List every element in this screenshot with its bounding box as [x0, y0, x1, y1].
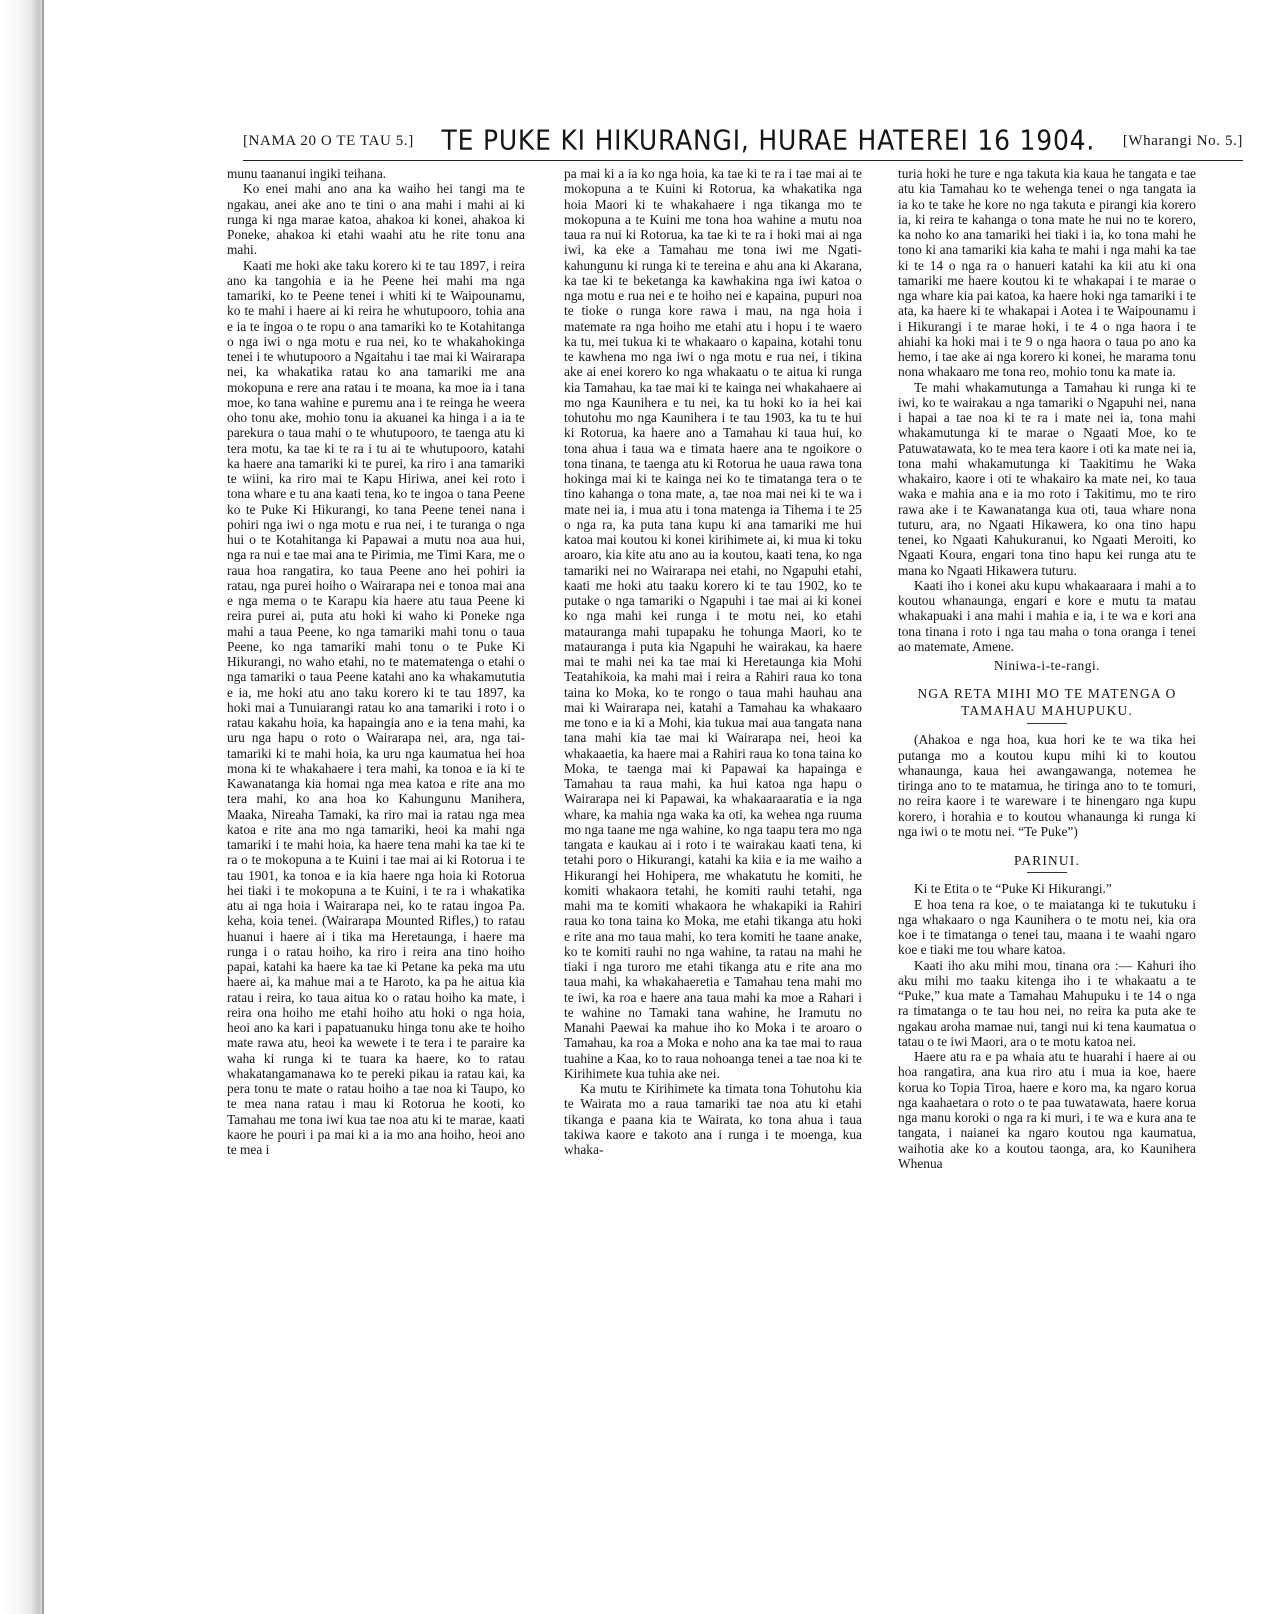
paragraph: E hoa tena ra koe, o te maiatanga ki te tukutuku i nga whakaaro o nga Kaunihera o te motu nei, kia ora koe i te timatanga o tenei tau, maana i te waahi ngaro koe e tiaki me tou whare katoa.: [898, 896, 1196, 958]
page-number: [Wharangi No. 5.]: [1122, 133, 1243, 149]
signature: Niniwa-i-te-rangi.: [993, 658, 1101, 673]
paragraph: Kaati iho i konei aku kupu whakaaraara i mahi a to koutou whanaunga, engari e kore e mutu ta matau whakapuaki i ana mahi i mahia e ia, i te wa e kori ana tona tinana i roto i nga tau maha o tona oranga i tenei ao matemate, Amene.: [898, 577, 1196, 654]
header-rule: [243, 160, 1243, 161]
paragraph: Kaati iho aku mihi mou, tinana ora :— Kahuri iho aku mihi mo taaku kitenga iho i te whakaatu a te “Puke,” kua mate a Tamahau Mahupuku i te 14 o nga ra timatanga o te tau hou nei, no reira ka puta ake te ngakau aroha mamae nui, tangi nui ki tena kaumatua o tatau o te iwi Maori, ara o te motu katoa nei.: [898, 957, 1196, 1049]
section-heading: PARINUI.: [1013, 853, 1081, 868]
paragraph: Haere atu ra e pa whaia atu te huarahi i haere ai ou hoa rangatira, ana kua riro atu i mua ia koe, haere korua ko Topia Tiroa, haere e koro ma, ka ngaro korua nga kaahaetara o roto o te paa tuwatawata, haere korua nga manu koroki o nga ra ki muri, i te wa e kura ana te tangata, i naianei ka ngaro koutou nga kaumatua, waihotia ake ko a koutou taonga, ara, ko Kaunihera Whenua: [898, 1049, 1196, 1171]
paragraph: Te mahi whakamutunga a Tamahau ki runga ki te iwi, ko te wairakau a nga tamariki o Ngapuhi nei, nana i hapai a tae noa ki te ra i mate nei ia, tona mahi whakamutunga ki te marae o Ngaati Moe, ko te Patuwatawata, ko te mea tera kaore i oti ka mate nei ia, tona mahi whakamutunga ki Taakitimu he Waka whakairo, kaore i oti te whakairo ka mate nei, ko taua waka e mahia ana e ia mo roto i Takitimu, mo te riro rawa ake i te Kawanatanga kua oti, taua whare nona tuturu, ara, no Ngaati Hikawera, ko ona tino hapu tenei, ko Ngaati Kahukuranui, ko Ngaati Meroiti, ko Ngaati Koura, engari tona tino hapu kei runga atu te mana ko Ngaati Hikawera tuturu.: [898, 379, 1196, 578]
page-binding-shadow: [0, 0, 44, 1614]
heading-rule: [1027, 872, 1067, 873]
page-binding-edge: [42, 0, 44, 1614]
text-column-1: [227, 166, 525, 1157]
newspaper-masthead: TE PUKE KI HIKURANGI, HURAE HATEREI 16 1904.: [441, 123, 1096, 156]
issue-number: [NAMA 20 O TE TAU 5.]: [243, 133, 414, 149]
paragraph: Ko enei mahi ano ana ka waiho hei tangi ma te ngakau, anei ake ano te tini o ana mahi i mahi ai ki runga ki nga marae katoa, ahakoa ki konei, ahakoa ki Poneke, ahakoa ki etahi waahi atu he rite tonu ana mahi.: [227, 181, 525, 258]
text-column-2: [564, 166, 862, 1157]
text-column-3: [898, 166, 1196, 1171]
heading-rule: [1027, 723, 1067, 724]
paragraph: Ka mutu te Kirihimete ka timata tona Tohutohu kia te Wairata mo a raua tamariki tae noa atu ki etahi tikanga e paana kia te Wairata, ko tona ahua i taua takiwa kaore e takoto ana i runga i te moenga, kua whaka-: [564, 1081, 862, 1157]
letter-salutation: Ki te Etita o te “Puke Ki Hikurangi.”: [914, 881, 1112, 897]
page-header: [243, 116, 1243, 156]
paragraph: munu taananui ingiki teihana.: [227, 166, 387, 181]
paragraph: Kaati me hoki ake taku korero ki te tau 1897, i reira ano ka tangohia e ia he Peene hei mahi ma nga tamariki, ko te Peene tenei i whiti ki te Waipounamu, ko te mahi i haere ai ki reira he whutupooro, tohia ana e ia te ingoa o te ropu o ana tamariki ko te Kotahitanga o nga iwi o nga motu e rua nei, ko te whakahokinga tenei i te whutupooro a Ngaitahu i tae mai ki Wairarapa nei, ka whakatika ratau ko ana tamariki me ana mokopuna e rere ana ratau i te moana, ka moe ia i tana moe, ko tana wahine e puremu ana i te reinga he weera oho tonu ake, mohio tonu ia akuanei ka hinga i a ia te parekura o taua mahi o te whutupooro, te taenga atu ki tera motu, ka tae ki te ra i tu ai te whutupooro, katahi ka haere ana tamariki ki te purei, ka riro i ana tamariki te wiini, ka riro mai te Kapu Hiriwa, anei kei roto i tona whare e tu ana kaati tena, ko te ingoa o tana Peene ko te Puke Ki Hikurangi, ko tana Peene tenei nana i pohiri nga iwi o nga motu e rua nei, i te turanga o nga hui o te Kotahitanga ki Papawai a mutu noa aua hui, nga ra nui e tae mai ana te Pirimia, me Timi Kara, me o raua hoa rangatira, ko taua Peene ano hei pohiri ia ratau, nga purei hoiho o Wairarapa nei e tonoa mai ana e nga mema o te Karapu kia haere atu taua Peene ki reira purei ai, puta atu hoki ki waho ki Poneke nga mahi a taua Peene, ko nga tamariki mahi tonu o taua Peene, ko nga tamariki mahi tonu o te Puke Ki Hikurangi, no waho etahi, no te matematenga o etahi o nga tamariki o taua Peene katahi ano ka whakamututia e ia, me hoki atu ano taku korero ki te tau 1897, ka hoki mai a Tunuiarangi ratau ko ana tamariki i roto i o ratau kakahu hoia, ka hapaingia ano e ia tena mahi, ka uru nga hapu o roto o Wairarapa nei, ara, nga tai-tamariki ki te mahi hoia, ka uru nga kaumatua hei hoa mona ki te whakahaere i tera mahi, ka tonoa e ia ki te Kawanatanga kia homai nga mea katoa e rite ana mo tera mahi, ko ana hoa ko Kahungunu Manihera, Maaka, Nireaha Tamaki, ka riro mai ia ratau nga mea katoa e rite ana mo nga tamariki, heoi ka mahi nga tamariki i te mahi hoia, ka haere tena mahi ka tae ki te ra o te mokopuna a te Kuini i tae mai ai ki Rotorua i te tau 1901, ka tonoa e ia kia haere nga hoia ki Rotorua hei tiaki i te mokopuna a te Kuini, i te ra i whakatika atu ai nga hoia i Wairarapa nei, ko te ratau ingoa Pa. keha, koia tenei. (Wairarapa Mounted Rifles,) to ratau huanui i haere ai i tika ma Heretaunga, i haere ma runga i o ratau hoiho, ka riro i reira ana tino hoiho papai, katahi ka haere ka tae ki Petane ka peka ma utu haere ai, ka mahue mai a te Haroto, ka pa he aitua kia ratau i reira, ko taua aitua ko o ratau hoiho ka mate, i reira ona hoiho me etahi hoiho atu hoki o nga hoia, heoi ano ka kari i papatuanuku hinga tonu ake te hoiho mate rawa atu, heoi ka wewete i te tera i te paraire ka waha ki runga ki te tuara ka haere, ko to ratau whakatangamanawa ko te pereki pikau ia ratau kai, ka pera tonu te mate o ratau hoiho a tae noa ki Taupo, ko te mea nana ratau i mau ki Rotorua he kooti, ko Tamahau me tona iwi kua tae noa atu ki te marae, kaati kaore he pouri i pa mai ki a ia mo ana hoiho, heoi ano te mea i: [227, 257, 525, 1157]
paragraph: pa mai ki a ia ko nga hoia, ka tae ki te ra i tae mai ai te mokopuna a te Kuini ki Rotorua, ka whakatika nga hoia Maori ki te whakahaere i nga tikanga mo te mokopuna a te Kuini me tona hoa wahine a mutu noa taua ra nui ki Rotorua, ka tae ki te ra i hoki mai ai nga iwi, ka eke a Tamahau me tona iwi me Ngati-kahungunu ki runga ki te tereina e ahu ana ki Akarana, ka tae ki te beketanga ka kawhakina nga iwi katoa o nga motu e rua nei e te hoiho nei e kapaina, pupuri noa te tioke o runga kore rawa i mau, na nga hoia i matemate ra nga hoiho me etahi atu i hopu i te waero ka tu, mei tukua ki te whakaaro o kapaina, kotahi tonu te kawhena mo nga iwi o nga motu e rua nei, i tikina ake ai enei korero ko nga whakaatu o te aitua ki runga kia Tamahau, ka tae mai ki te kainga nei whakahaere ai mo nga Kaunihera e tu nei, ka tu hoki ko ia hei kai tohutohu mo nga Kaunihera i te tau 1903, ka tu te hui ki Rotorua, ka haere ano a Tamahau ki taua hui, ko tona ahua i taua wa e timata haere ana te ngoikore o tona tinana, te taenga atu ki Rotorua he uaua rawa tona hokinga mai ki te kainga nei ko te timatanga tera o te tino kahanga o tona mate, a, tae noa mai nei ki te wa i mate nei ia, i mua atu i tona matenga ia Tihema i te 25 o nga ra, ka puta tana kupu ki ana tamariki me hui katoa mai koutou ki konei kirihimete ai, ki mua ki toku aroaro, kia kite atu ano au ia koutou, kaati tena, ko nga tamariki nei no Wairarapa nei etahi, no Ngapuhi etahi, kaati me hoki atu taaku korero ki te tau 1902, ko te putake o nga tamariki o Ngapuhi i tae mai ai ki konei ko nga mahi kei runga i te motu nei, ko etahi matauranga mahi tupapaku he tohunga Maori, ko te matauranga i puta kia Ngapuhi he wairakau, ka haere mai te mahi nei ka tae mai ki Heretaunga kia Mohi Teatahikoia, ka mahi mai i reira a Rahiri raua ko tona taina ko Moka, ko te rongo o taua mahi hauhau ana mai ki Wairarapa nei, katahi a Tamahau ka whakaaro me tono e ia ki a Mohi, kia tukua mai aua tangata nana tana mahi kia tae mai ki Wairarapa nei, heoi ka whakaaetia, ka haere mai a Rahiri raua ko tona taina ko Moka, te taenga mai ki Papawai ka hapainga e Tamahau ta raua mahi, ka hui katoa nga hapu o Wairarapa nei ki Papawai, ka whakaaraaratia e ia nga whare, ka mahia nga waka ka oti, ka wehea nga ruuma mo nga taane me nga wahine, ko nga taapu tera mo nga tangata e kaukau ai i roto i te wairakau kaati tena, ki tetahi poro o Hikurangi, katahi ka kiia e ia me waiho a Hikurangi hei Hohipera, me whakatutu he komiti, he komiti whakaora tetahi, he komiti rauhi tetahi, nga mahi ma te komiti whakaora he whakapiki ia Rahiri raua ko tona taina ko Moka, me etahi tikanga atu hoki e rite ana mo taua mahi, ko tera komiti he taane anake, ko te komiti rauhi no nga wahine, ta ratau na mahi he tiaki i nga turoro me etahi tikanga atu e rite ana mo taua mahi, ka whakahaeretia e Tamahau tena mahi mo te iwi, ka roa e haere ana taua mahi ka moe a Rahari i te wahine no Tamaki tana wahine, he Iramutu no Manahi Paewai ka mahue iho ko Moka i te aroaro o Tamahau, ka roa a Moka e noho ana ka tae mai to raua tuahine a Kaa, ko to raua nohoanga tenei a tae noa ki te Kirihimete kua tuhia ake nei.: [564, 166, 862, 1081]
editor-note: (Ahakoa e nga hoa, kua hori ke te wa tika hei putanga mo a koutou kupu mihi ki to koutou whanaunga, kaua hei awangawanga, notemea he tiringa ano to te matamua, he tiringa ano to te tomuri, no reira kaore i te wareware i te hinengaro nga kupu korero, i horahia e to koutou whanaunga ki runga ki nga iwi o te motu nei. “Te Puke”): [898, 732, 1196, 839]
paragraph: turia hoki he ture e nga takuta kia kaua he tangata e tae atu kia Tamahau ko te wehenga tenei o nga tangata ia ia ko te take he kore no nga takuta e pirangi kia korero ia, ki reira te kahanga o tona mate he nui no te korero, ka noho ko ana tamariki hei tiaki i ia, ko tona mahi he tono ki ana tamariki kia kaha te mahi i nga mahi ka tae ki te 14 o nga ra o hanueri katahi ka kii atu ki ona tamariki me haere koutou ki te whakapai i te marae o nga whare kia pai katoa, ka haere hoki nga tamariki i te ata, ka haere ki te whakapai i Aotea i te Waipounamu i i Hikurangi i te marae hoki, i te 4 o nga haora i te ahiahi ka hoki mai i te 9 o nga haora o taua po ano ka hemo, i tae ake ai nga korero ki konei, he marama tonu nona whakaaro me tona reo, mohio tonu ka mate ia.: [898, 166, 1196, 380]
section-heading: NGA RETA MIHI MO TE MATENGA O TAMAHAU MAHUPUKU.: [917, 686, 1177, 719]
